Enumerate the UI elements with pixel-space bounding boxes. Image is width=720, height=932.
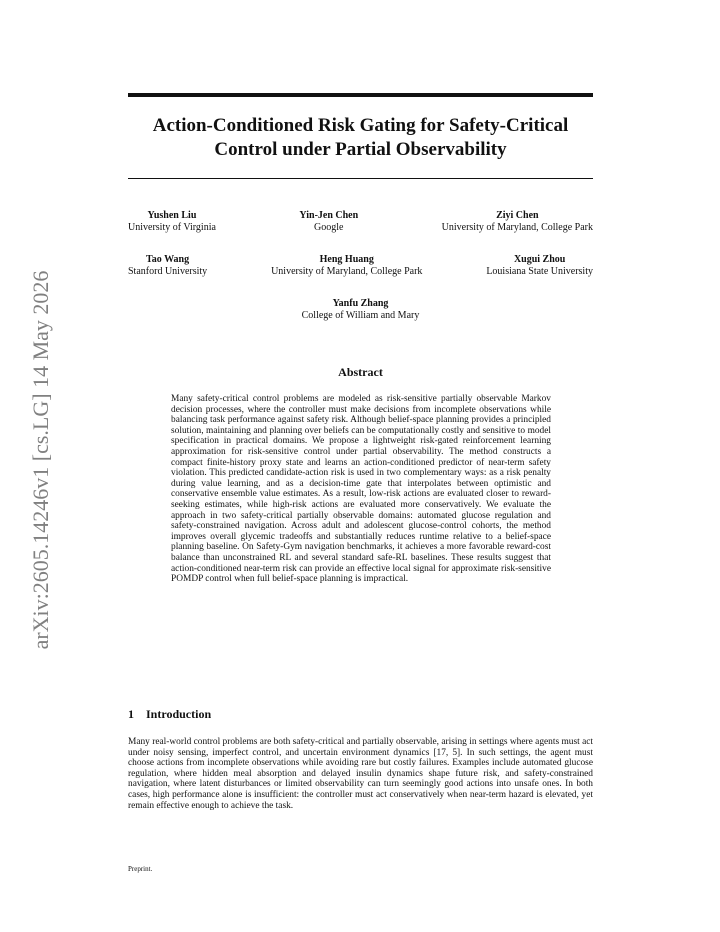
preprint-footer: Preprint. [128,865,153,873]
title-top-rule [128,93,593,97]
abstract-text: Many safety-critical control problems are modeled as risk-sensitive partially observable Markov decision processes, where the controller must make decisions from incomplete observations while balancing task performance against safety risk. Although belief-space planning provides a principled solution, maintaining and planning over beliefs can be computationally costly and sensitive to model specification in practical domains. We propose a lightweight risk-gated reinforcement learning approximation for risk-sensitive control under partial observability. The method constructs a compact finite-history proxy state and learns an action-conditioned predictor of near-term safety violation. This predicted candidate-action risk is used in two complementary ways: as a risk penalty during value learning, and as a decision-time gate that interpolates between optimistic and conservative ensemble value estimates. As a result, low-risk actions are evaluated closer to reward-seeking estimates, while high-risk actions are evaluated more conservatively. We evaluate the approach in two safety-critical partially observable domains: automated glucose regulation and safety-constrained navigation. Across adult and adolescent glucose-control cohorts, the method improves overall glycemic tradeoffs and substantially reduces runtime relative to a belief-space planning baseline. On Safety-Gym navigation benchmarks, it achieves a more favorable reward-cost balance than unconstrained RL and several standard safe-RL baselines. These results suggest that action-conditioned near-term risk can provide an effective local signal for approximate risk-sensitive POMDP control when full belief-space planning is impractical. [171,394,551,585]
author-entry [302,298,420,322]
author-entry [128,254,207,278]
author-affiliation: College of William and Mary [301,310,420,321]
author-affiliation: University of Virginia [128,222,216,233]
author-name: Heng Huang [319,254,374,265]
section-title: Introduction [146,707,212,721]
author-row [128,254,593,278]
author-entry [299,210,358,234]
author-entry [271,254,422,278]
author-row [128,298,593,322]
author-row [128,210,593,234]
author-affiliation: Louisiana State University [486,266,593,277]
author-affiliation: University of Maryland, College Park [271,266,423,277]
author-entry [486,254,593,278]
introduction-text: Many real-world control problems are both safety-critical and partially observable, arising in settings where agents must act under noisy sensing, imperfect control, and uncertain environment dynamics [17, 5]. In such settings, the agent must choose actions from incomplete observations while avoiding rare but costly failures. Examples include automated glucose regulation, where hidden meal absorption and delayed insulin dynamics shape future risk, and safety-constrained navigation, where latent disturbances or limited observability can turn seemingly good actions into unsafe ones. In both cases, high performance alone is insufficient: the controller must act conservatively when near-term hazard is elevated, yet remain effective enough to achieve the task. [128,737,593,811]
author-name: Tao Wang [146,254,190,265]
arxiv-identifier [20,260,60,660]
author-affiliation: Stanford University [128,266,208,277]
paper-title: Action-Conditioned Risk Gating for Safety-Critical Control under Partial Observability [152,115,569,160]
author-name: Xugui Zhou [513,254,566,265]
title-bottom-rule [128,178,593,179]
author-name: Ziyi Chen [496,210,539,221]
author-name: Yushen Liu [147,210,197,221]
author-affiliation: University of Maryland, College Park [441,222,593,233]
abstract-heading: Abstract [338,365,383,379]
author-entry [128,210,216,234]
author-entry [442,210,593,234]
arxiv-identifier-text: arXiv:2605.14246v1 [cs.LG] 14 May 2026 [28,270,53,650]
author-block [128,210,593,342]
section-number: 1 [128,707,134,721]
author-name: Yin-Jen Chen [299,210,359,221]
author-affiliation: Google [314,222,344,233]
author-name: Yanfu Zhang [332,298,389,309]
section-heading-introduction [128,707,593,722]
